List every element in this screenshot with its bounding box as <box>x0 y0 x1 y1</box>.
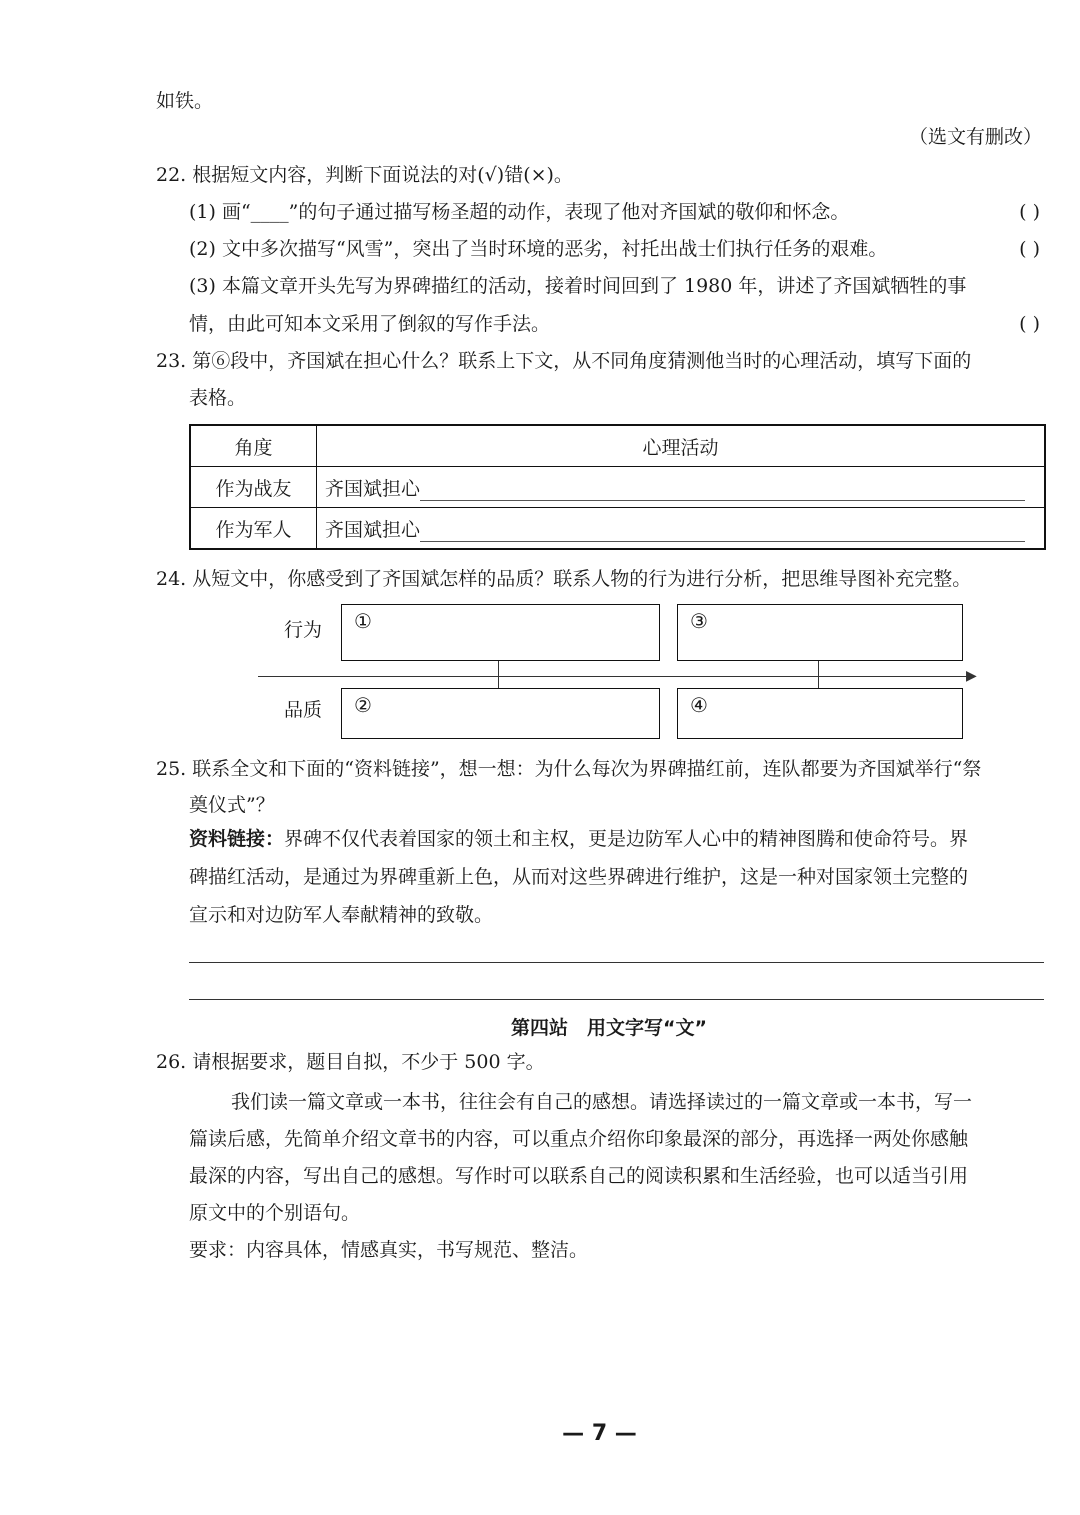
link-line-1: 资料链接：界碑不仅代表着国家的领土和主权，更是边防军人心中的精神图腾和使命符号。界 <box>189 828 969 850</box>
question-25-line1: 25. 联系全文和下面的“资料链接”，想一想：为什么每次为界碑描红前，连队都要为齐国斌举行“祭 <box>156 758 982 780</box>
answer-paren-3[interactable]: ( ) <box>1019 313 1040 335</box>
mindmap-box-1[interactable]: ① <box>341 604 660 661</box>
table-row <box>190 467 1045 508</box>
arrow-head-icon: ▶ <box>966 668 977 684</box>
q22-item-3-cont: 情，由此可知本文采用了倒叙的写作手法。 ( ) <box>189 313 1040 335</box>
mindmap-box-3[interactable]: ③ <box>677 604 963 661</box>
question-22-stem: 22. 根据短文内容，判断下面说法的对(√)错(×)。 <box>156 164 573 186</box>
answer-line[interactable] <box>420 478 1025 501</box>
table-header-angle: 角度 <box>190 425 317 467</box>
continued-text: 如铁。 <box>156 90 214 112</box>
table-row <box>190 508 1045 550</box>
answer-line[interactable] <box>189 999 1044 1000</box>
q22-item-3: (3) 本篇文章开头先写为界碑描红的活动，接着时间回到了 1980 年，讲述了齐国斌牺牲的事 <box>189 275 967 297</box>
answer-paren-2[interactable]: ( ) <box>1019 238 1040 260</box>
link-line-2: 碑描红活动，是通过为界碑重新上色，从而对这些界碑进行维护，这是一种对国家领土完整的 <box>189 866 969 888</box>
mindmap-connector <box>498 661 499 688</box>
question-26-stem: 26. 请根据要求，题目自拟，不少于 500 字。 <box>156 1051 545 1073</box>
answer-line[interactable] <box>420 519 1025 542</box>
question-25-line2: 奠仪式”？ <box>189 794 275 816</box>
prompt-line-3: 最深的内容，写出自己的感想。写作时可以联系自己的阅读积累和生活经验，也可以适当引用 <box>189 1165 969 1187</box>
table-header-psychology: 心理活动 <box>317 425 1046 467</box>
prompt-line-1: 我们读一篇文章或一本书，往往会有自己的感想。请选择读过的一篇文章或一本书，写一 <box>231 1091 973 1113</box>
mindmap-axis <box>258 676 972 677</box>
question-23-line1: 23. 第⑥段中，齐国斌在担心什么？联系上下文，从不同角度猜测他当时的心理活动，填写下面的 <box>156 350 972 372</box>
table-cell-angle: 作为军人 <box>190 508 317 550</box>
question-23-line2: 表格。 <box>189 387 247 409</box>
page-number: — 7 — <box>562 1421 637 1446</box>
prompt-line-2: 篇读后感，先简单介绍文章书的内容，可以重点介绍你印象最深的部分，再选择一两处你感触 <box>189 1128 969 1150</box>
table-cell-angle: 作为战友 <box>190 467 317 508</box>
requirement: 要求：内容具体，情感真实，书写规范、整洁。 <box>189 1239 589 1261</box>
answer-paren-1[interactable]: ( ) <box>1019 201 1040 223</box>
q22-item-2: (2) 文中多次描写“风雪”，突出了当时环境的恶劣，衬托出战士们执行任务的艰难。 ( ) <box>189 238 1040 260</box>
answer-line[interactable] <box>189 962 1044 963</box>
psychology-table <box>189 424 1046 550</box>
label-quality: 品质 <box>284 699 323 721</box>
mindmap-box-4[interactable]: ④ <box>677 688 963 739</box>
prompt-line-4: 原文中的个别语句。 <box>189 1202 361 1224</box>
table-cell-answer[interactable]: 齐国斌担心 <box>317 467 1046 508</box>
q22-item-1: (1) 画“____”的句子通过描写杨圣超的动作，表现了他对齐国斌的敬仰和怀念。 ( ) <box>189 201 1040 223</box>
link-label: 资料链接： <box>189 828 285 850</box>
mindmap-connector <box>818 661 819 688</box>
question-24-stem: 24. 从短文中，你感受到了齐国斌怎样的品质？联系人物的行为进行分析，把思维导图补充完整。 <box>156 568 972 590</box>
link-line-3: 宣示和对边防军人奉献精神的致敬。 <box>189 904 494 926</box>
source-note: （选文有删改） <box>908 126 1042 148</box>
table-cell-answer[interactable]: 齐国斌担心 <box>317 508 1046 550</box>
section-title: 第四站 用文字写“文” <box>511 1017 707 1039</box>
label-behavior: 行为 <box>284 619 323 641</box>
mindmap-box-2[interactable]: ② <box>341 688 660 739</box>
